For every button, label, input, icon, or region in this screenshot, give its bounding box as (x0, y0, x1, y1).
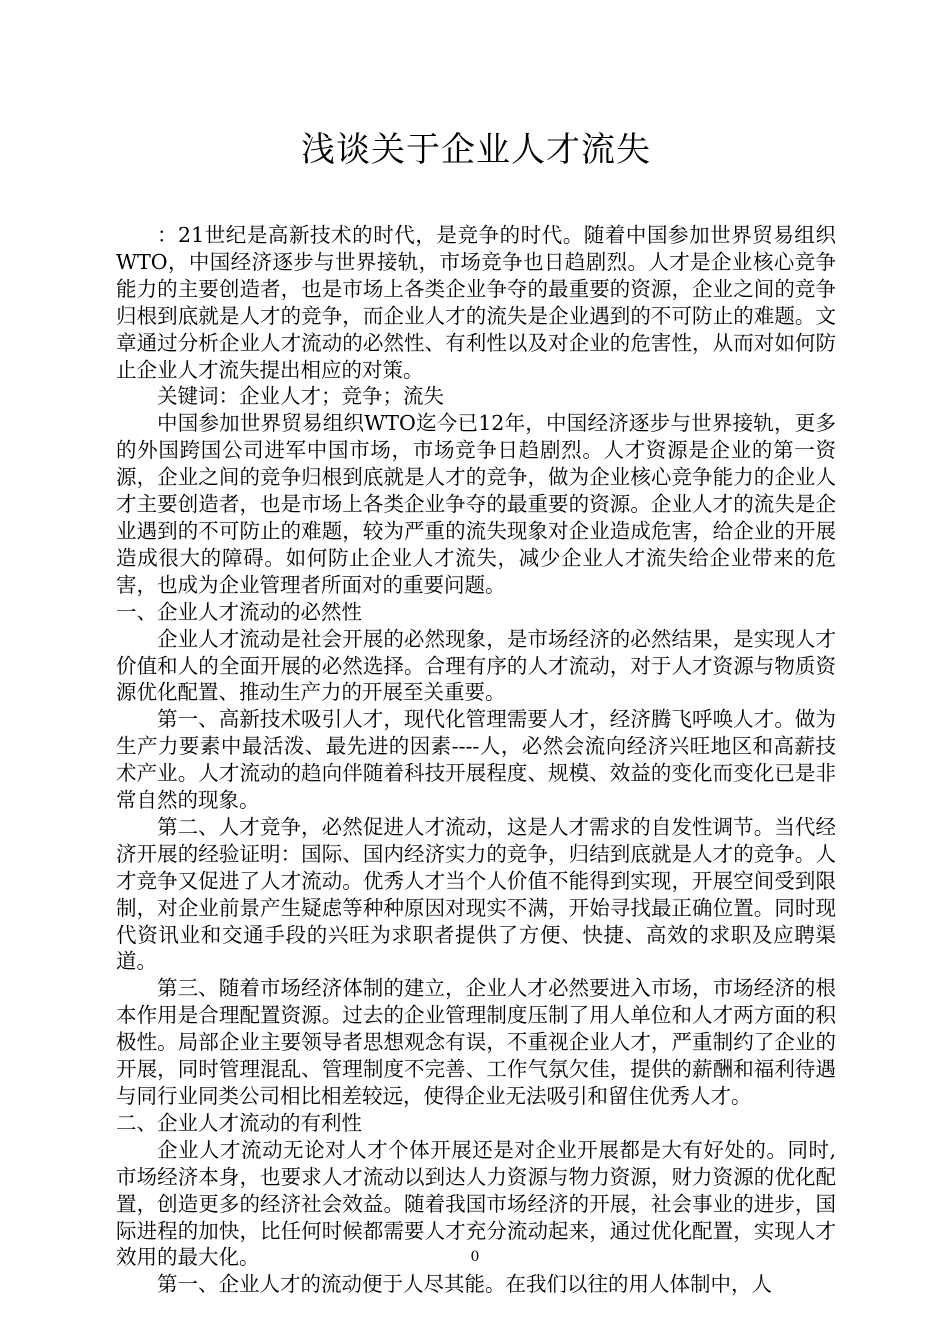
body-paragraph: 第三、随着市场经济体制的建立，企业人才必然要进入市场，市场经济的根本作用是合理配置资源。过去的企业管理制度压制了用人单位和人才两方面的积极性。局部企业主要领导者思想观念有误，不重视企业人才，严重制约了企业的开展，同时管理混乱、管理制度不完善、工作气氛欠佳，提供的薪酬和福利待遇与同行业同类公司相比相差较远，使得企业无法吸引和留住优秀人才。 (116, 976, 836, 1108)
page-number: 0 (470, 1249, 480, 1265)
keywords-line: 关键词：企业人才；竞争；流失 (157, 384, 444, 409)
section-heading-2: 二、企业人才流动的有利性 (116, 1110, 362, 1135)
section-heading-1: 一、企业人才流动的必然性 (116, 599, 362, 624)
intro-paragraph: 中国参加世界贸易组织WTO迄今已12年，中国经济逐步与世界接轨，更多的外国跨国公司进军中国市场，市场竞争日趋剧烈。人才资源是企业的第一资源，企业之间的竞争归根到底就是人才的竞争，做为企业核心竞争能力的企业人才主要创造者，也是市场上各类企业争夺的最重要的资源。企业人才的流失是企业遇到的不可防止的难题，较为严重的流失现象对企业造成危害，给企业的开展造成很大的障碍。如何防止企业人才流失，减少企业人才流失给企业带来的危害，也成为企业管理者所面对的重要问题。 (116, 411, 836, 597)
body-paragraph: 第一、高新技术吸引人才，现代化管理需要人才，经济腾飞呼唤人才。做为生产力要素中最活泼、最先进的因素----人，必然会流向经济兴旺地区和高薪技术产业。人才流动的趋向伴随着科技开展程度、规模、效益的变化而变化已是非常自然的现象。 (116, 707, 836, 813)
document-title: 浅谈关于企业人才流失 (301, 130, 651, 170)
body-paragraph: 第一、企业人才的流动便于人尽其能。在我们以往的用人体制中，人 (157, 1272, 772, 1297)
body-paragraph: 企业人才流动是社会开展的必然现象，是市场经济的必然结果，是实现人才价值和人的全面开展的必然选择。合理有序的人才流动，对于人才资源与物质资源优化配置、推动生产力的开展至关重要。 (116, 626, 836, 705)
body-paragraph: 企业人才流动无论对人才个体开展还是对企业开展都是大有好处的。同时,市场经济本身，也要求人才流动以到达人力资源与物力资源，财力资源的优化配置，创造更多的经济社会效益。随着我国市场经济的开展，社会事业的进步，国际进程的加快，比任何时候都需要人才充分流动起来，通过优化配置，实现人才效用的最大化。 (116, 1137, 836, 1270)
body-paragraph: 第二、人才竞争，必然促进人才流动，这是人才需求的自发性调节。当代经济开展的经验证明：国际、国内经济实力的竞争，归结到底就是人才的竞争。人才竞争又促进了人才流动。优秀人才当个人价值不能得到实现，开展空间受到限制，对企业前景产生疑虑等种种原因对现实不满，开始寻找最正确位置。同时现代资讯业和交通手段的兴旺为求职者提供了方便、快捷、高效的求职及应聘渠道。 (116, 814, 836, 974)
abstract-paragraph: ：21世纪是高新技术的时代，是竞争的时代。随着中国参加世界贸易组织WTO，中国经济逐步与世界接轨，市场竞争也日趋剧烈。人才是企业核心竞争能力的主要创造者，也是市场上各类企业争夺的最重要的资源，企业之间的竞争归根到底就是人才的竞争，而企业人才的流失是企业遇到的不可防止的难题。文章通过分析企业人才流动的必然性、有利性以及对企业的危害性，从而对如何防止企业人才流失提出相应的对策。 (116, 223, 836, 382)
document-body (116, 222, 836, 1298)
